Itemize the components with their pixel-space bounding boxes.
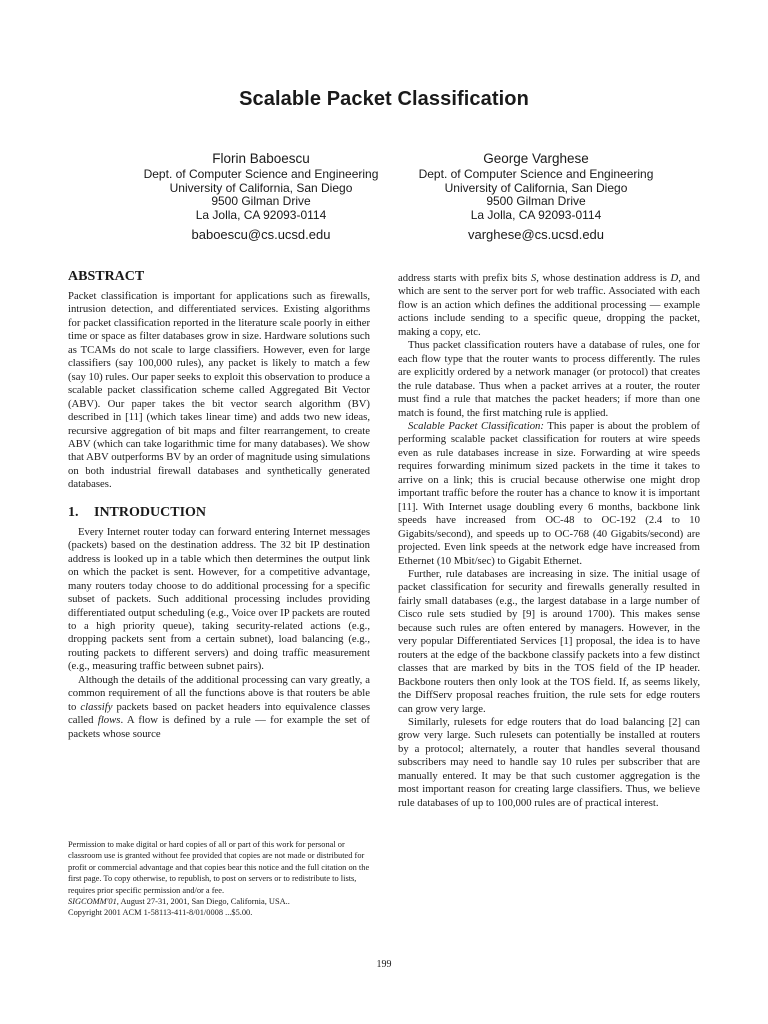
text-run: Although the details of the additional processing can vary greatly, a common requirement of all the functions above is that routers be able to: [68, 673, 370, 713]
author-university: University of California, San Diego: [169, 180, 353, 195]
paper-title: Scalable Packet Classification: [239, 88, 529, 110]
math-symbol: D: [670, 272, 679, 284]
permission-notice: [68, 839, 370, 919]
author-city: La Jolla, CA 92093-0114: [470, 207, 602, 222]
abstract-text: Packet classification is important for applications such as firewalls, intrusion detection, and differentiated services. Existing algorithms for packet classification reported in the literature scale poorly in either time or space as filter databases grow in size. Hardware solutions such as TCAMs do not scale to large classifiers. However, even for large classifiers (say 100,000 rules), any packet is likely to match a few (say 10) rules. Our paper seeks to exploit this observation to produce a scalable packet classification scheme called Aggregated Bit Vector (ABV). Our paper takes the bit vector search algorithm (BV) described in [11] (which takes linear time) and adds two new ideas, recursive aggregation of bit maps and filter rearrangement, to create ABV (which can take logarithmic time for many databases). We show that ABV outperforms BV by an order of magnitude using simulations on both industrial firewall databases and synthetically generated databases.: [68, 290, 370, 491]
author-city: La Jolla, CA 92093-0114: [195, 207, 327, 222]
intro-paragraph-2: [68, 674, 370, 741]
text-run: , and which are sent to the server port for web traffic. Associated with each flow is an action which defines the additional processing — example actions include sending to a specific queue, dropping the packet, making a copy, etc.: [398, 272, 700, 338]
permission-text: Permission to make digital or hard copies of all or part of this work for personal or classroom use is granted without fee provided that copies are not made or distributed for profit or commercial advantage and that copies bear this notice and the full citation on the first page. To copy otherwise, to republish, to post on servers or to redistribute to lists, requires prior specific permission and/or a fee.: [68, 840, 370, 895]
left-column: [68, 268, 370, 741]
text-run: . A flow is defined by a rule — for example the set of packets whose source: [68, 714, 370, 740]
paragraph-label: Scalable Packet Classification:: [408, 419, 544, 432]
copyright-line: Copyright 2001 ACM 1-58113-411-8/01/0008 ...$5.00.: [68, 908, 253, 918]
author-name: George Varghese: [483, 151, 589, 166]
section-title: INTRODUCTION: [94, 504, 207, 520]
emphasis: flows: [97, 714, 121, 727]
venue-name: SIGCOMM'01: [68, 897, 117, 907]
text-run: packets based on packet headers into equivalence classes called: [68, 700, 370, 727]
text-run: address starts with prefix bits: [398, 272, 531, 284]
right-column: [398, 272, 700, 810]
author-department: Dept. of Computer Science and Engineering: [418, 167, 654, 181]
author-block-2: [386, 150, 686, 243]
introduction-heading: [68, 504, 370, 522]
author-university: University of California, San Diego: [444, 180, 628, 195]
author-street: 9500 Gilman Drive: [211, 194, 311, 209]
right-paragraph-3: [398, 420, 700, 568]
right-paragraph-5: Similarly, rulesets for edge routers that do load balancing [2] can grow very large. Such rulesets can potentially be installed at routers by a protocol; alternately, a router that handles several thousand subscribers may need to handle say 10 rules per subscriber that are manually entered. It may be that such customer aggregation is the most important reason for creating large classifiers. Thus, we believe rule databases of up to 100,000 rules are of practical interest.: [398, 715, 700, 809]
author-street: 9500 Gilman Drive: [486, 194, 586, 209]
right-paragraph-4: Further, rule databases are increasing in size. The initial usage of packet classification for security and firewalls generally resulted in fairly small databases (e.g., the largest database in a large number of Cisco rule sets studied by [9] is around 1700). This makes sense because such rules are often entered by managers. However, in the very popular Differentiated Services [1] proposal, the idea is to have routers at the edge of the backbone classify packets into a few distinct classes that are marked by bits in the TOS field of the IP header. Backbone routers then only look at the TOS field. If, as seems likely, the DiffServ proposal reaches fruition, the rule sets for edge routers can grow very large.: [398, 567, 700, 715]
text-run: , whose destination address is: [536, 272, 671, 284]
author-department: Dept. of Computer Science and Engineering: [143, 167, 379, 181]
abstract-heading: ABSTRACT: [68, 269, 145, 284]
author-email: varghese@cs.ucsd.edu: [467, 227, 605, 243]
page-number: 199: [376, 959, 392, 970]
intro-paragraph-1: Every Internet router today can forward entering Internet messages (packets) based on the destination address. The 32 bit IP destination address is looked up in a table which then determines the output link on which the packet is sent. However, for a competitive advantage, many routers today choose to do additional processing for a specific subset of packets. Such additional processing includes providing differentiated output scheduling (e.g., Voice over IP packets are routed to a high priority queue), taking security-related actions (e.g., dropping packets sent from a certain subnet), load balancing (e.g., routing packets to different servers) and doing traffic measurement (e.g., measuring traffic between subnet pairs).: [68, 525, 370, 673]
author-email: baboescu@cs.ucsd.edu: [191, 227, 331, 243]
emphasis: classify: [80, 700, 113, 713]
venue-details: , August 27-31, 2001, San Diego, California, USA..: [116, 897, 290, 907]
author-name: Florin Baboescu: [212, 151, 310, 166]
math-symbol: S: [530, 272, 537, 284]
venue-line: [68, 896, 370, 907]
author-block-1: [111, 150, 411, 243]
section-number: 1.: [68, 504, 79, 520]
text-run: This paper is about the problem of performing scalable packet classification for routers at wire speeds even as rule databases increase in size. Forwarding at wire speeds requires forwarding minimum sized packets in the time it takes to arrive on a link; this is crucial because otherwise one might drop important traffic before the router has a chance to know it is important [11]. With Internet usage doubling every 6 months, backbone link speeds have increased from OC-48 to OC-192 (2.4 to 10 Gigabits/second), and speeds up to OC-768 (40 Gigabits/second) are projected. Even link speeds at the network edge have increased from Ethernet (10 Mbit/sec) to Gigabit Ethernet.: [398, 419, 700, 567]
right-paragraph-2: Thus packet classification routers have a database of rules, one for each flow type that the router wants to process differently. The rules are explicitly ordered by a network manager (or protocol) that creates the rule database. Thus when a packet arrives at a router, the router must find a rule that matches the packet headers; if more than one match is found, the first matching rule is applied.: [398, 339, 700, 419]
right-paragraph-1: [398, 272, 700, 339]
